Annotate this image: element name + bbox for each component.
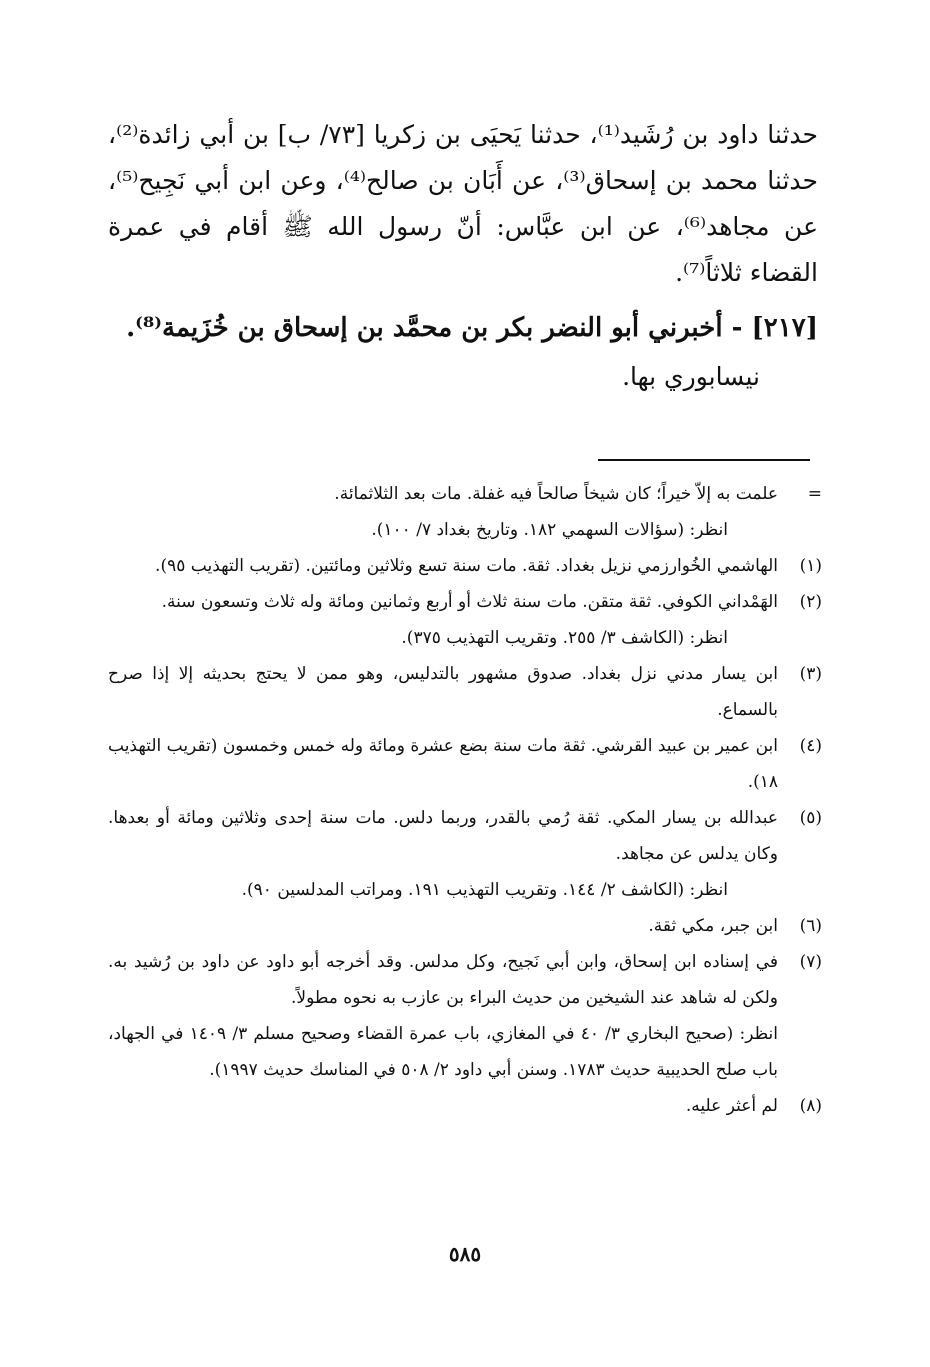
footnote-4 [108, 728, 822, 800]
footnote-2 [108, 584, 822, 656]
entry-subline: نيسابوري بها. [622, 362, 760, 391]
footnote-5 [108, 800, 822, 908]
entry-heading: [٢١٧] - أخبرني أبو النضر بكر بن محمَّد بن إسحاق بن خُزَيمة⁽⁸⁾. [126, 313, 818, 343]
footnote-text: الهاشمي الخُوارزمي نزيل بغداد. ثقة. مات سنة تسع وثلاثين ومائتين. (تقريب التهذيب ٩٥). [155, 556, 778, 576]
footnote-number: (٣) [799, 664, 822, 684]
footnote-reference: انظر: (سؤالات السهمي ١٨٢. وتاريخ بغداد ٧/ ١٠٠). [371, 520, 728, 540]
hadith-paragraph: حدثنا داود بن رُشَيد⁽¹⁾، حدثنا يَحيَى بن زكريا [٧٣/ ب] بن أبي زائدة⁽²⁾، حدثنا محمد بن إسحاق⁽³⁾، عن أَبَان بن صالح⁽⁴⁾، وعن ابن أبي نَجِيح⁽⁵⁾، عن مجاهد⁽⁶⁾، عن ابن عبَّاس: أنّ رسول الله ﷺ أقام في عمرة القضاء ثلاثاً⁽⁷⁾. [108, 120, 818, 287]
footnote-separator [598, 459, 810, 461]
footnote-text: ابن يسار مدني نزل بغداد. صدوق مشهور بالتدليس، وهو ممن لا يحتج بحديثه إلا إذا صرح بالسماع. [108, 664, 778, 720]
footnote-number: (٤) [799, 736, 822, 756]
footnote-text: ابن جبر، مكي ثقة. [648, 916, 778, 936]
footnote-continuation [108, 476, 822, 548]
footnote-3 [108, 656, 822, 728]
footnote-number: (٦) [799, 916, 822, 936]
footnote-text: علمت به إلاّ خيراً؛ كان شيخاً صالحاً فيه غفلة. مات بعد الثلاثمائة. [334, 484, 778, 504]
footnote-number: = [807, 484, 822, 504]
footnote-text: لم أعثر عليه. [685, 1096, 778, 1116]
footnote-reference: انظر: (الكاشف ٣/ ٢٥٥. وتقريب التهذيب ٣٧٥). [401, 628, 728, 648]
footnote-number: (٧) [799, 952, 822, 972]
main-text [108, 112, 818, 296]
footnote-text: ابن عمير بن عبيد القرشي. ثقة مات سنة بضع عشرة ومائة وله خمس وخمسون (تقريب التهذيب ١٨). [108, 736, 778, 792]
footnote-7 [108, 944, 822, 1088]
footnote-1 [108, 548, 822, 584]
footnote-reference: انظر: (الكاشف ٢/ ١٤٤. وتقريب التهذيب ١٩١. ومراتب المدلسين ٩٠). [241, 880, 728, 900]
footnote-6 [108, 908, 822, 944]
footnotes [108, 476, 822, 1124]
footnote-text: عبدالله بن يسار المكي. ثقة رُمي بالقدر، وربما دلس. مات سنة إحدى وثلاثين ومائة أو بعدها. وكان يدلس عن مجاهد. [108, 808, 778, 864]
footnote-text: في إسناده ابن إسحاق، وابن أبي نَجيح، وكل مدلس. وقد أخرجه أبو داود عن داود بن رُشيد به. ولكن له شاهد عند الشيخين من حديث البراء بن عازب به نحوه مطولاً. [108, 952, 778, 1008]
footnote-number: (٢) [799, 592, 822, 612]
footnote-text: الهَمْداني الكوفي. ثقة متقن. مات سنة ثلاث أو أربع وثمانين ومائة وله ثلاث وتسعون سنة. [161, 592, 778, 612]
footnote-number: (٥) [799, 808, 822, 828]
footnote-number: (١) [799, 556, 822, 576]
footnote-number: (٨) [799, 1096, 822, 1116]
footnote-8 [108, 1088, 822, 1124]
page-number: ٥٨٥ [448, 1242, 482, 1266]
footnote-reference: انظر: (صحيح البخاري ٣/ ٤٠ في المغازي، باب عمرة القضاء وصحيح مسلم ٣/ ١٤٠٩ في الجهاد، باب صلح الحديبية حديث ١٧٨٣. وسنن أبي داود ٢/ ٥٠٨ في المناسك حديث ١٩٩٧). [108, 1024, 778, 1080]
